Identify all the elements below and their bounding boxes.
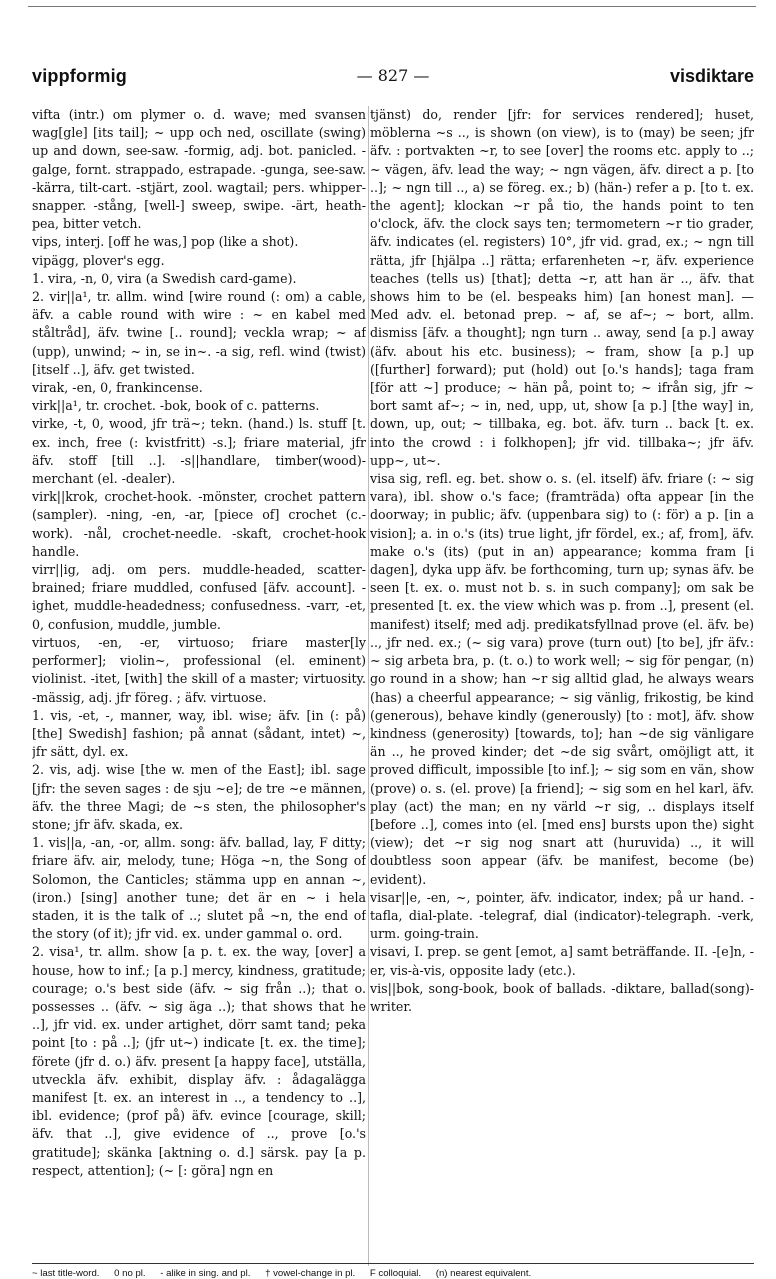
entry: tjänst) do, render [jfr: for services rendered]; huset, möblerna ~s .., is shown (on view), is to (may) be seen; jfr äfv. : portvakten ~r, to see [over] the rooms etc. apply to ..; ~ vägen, äfv. lead the way; ~ ngn vägen, äfv. direct a p. [to ..]; ~ ngn till .., a) se föreg. ex.; b) (hän-) refer a p. [to t. ex. the agent]; klockan ~r på tio, the hands point to ten o'clock, äfv. the clock says ten; termometern ~r tio grader, äfv. indicates (el. registers) 10°, jfr vid. grad, ex.; ~ ngn till rätta, jfr [hjälpa ..] rätta; erfarenheten ~r, äfv. experience teaches (tells us) [that]; detta ~r, att han är .., äfv. that shows him to be (el. bespeaks him) [an honest man]. — Med adv. el. betonad prep. ~ af, se af~; ~ bort, allm. dismiss [äfv. a thought]; ngn turn .. away, send [a p.] away (äfv. about his etc. business); ~ fram, show [a p.] up ([further] forward); put (hold) out [o.'s hands]; taga fram [för att ~] produce; ~ hän på, point to; ~ ifrån sig, jfr ~ bort samt af~; ~ in, ned, upp, ut, show [a p.] [the way] in, down, up, out; ~ tillbaka, eg. bot. äfv. turn .. back [t. ex. into the crowd : i folkhopen]; jfr vid. tillbaka~; jfr äfv. upp~, ut~. (370, 107, 754, 468)
left-guide-word: vippformig (32, 66, 127, 86)
legend-item: ~ last title-word. (32, 1268, 100, 1279)
legend-item: 0 no pl. (114, 1268, 146, 1279)
entry: virk||a¹, tr. crochet. -bok, book of c. patterns. (32, 398, 320, 414)
left-column (32, 106, 366, 1271)
entry: 1. vis||a, -an, -or, allm. song: äfv. ballad, lay, F ditty; friare äfv. air, melody, tune; Höga ~n, the Song of Solomon, the Canticles; stämma upp en annan ~, (iron.) [sing] another tune; det är en ~ i hela staden, it is the talk of ..; slutet på ~n, the end of the story (of it); jfr vid. ex. under gammal o. ord. (32, 835, 366, 942)
entry: 2. vir||a¹, tr. allm. wind [wire round (: om) a cable, äfv. a cable round with wire : ~ en kabel med ståltråd], äfv. twine [.. round]; veckla wrap; ~ af (upp), unwind; ~ in, se in~. -a sig, refl. wind (twist)[itself ..], äfv. get twisted. (32, 289, 366, 377)
page-number: — 827 — (356, 66, 430, 85)
entry: visavi, I. prep. se gent [emot, a] samt beträffande. II. -[e]n, -er, vis-à-vis, opposite lady (etc.). (370, 944, 754, 978)
legend-item: - alike in sing. and pl. (160, 1268, 251, 1279)
entry: 1. vis, -et, -, manner, way, ibl. wise; äfv. [in (: på) [the] Swedish] fashion; på annat (sådant, intet) ~, jfr sätt, dyl. ex. (32, 707, 366, 760)
top-rule (28, 6, 756, 7)
footer-rule (32, 1263, 754, 1264)
entry: virr||ig, adj. om pers. muddle-headed, scatter-brained; friare muddled, confused [äfv. account]. -ighet, muddle-headedness; confusedness. -varr, -et, 0, confusion, muddle, jumble. (32, 562, 366, 632)
entry: vipägg, plover's egg. (32, 252, 165, 268)
entry: visa sig, refl. eg. bet. show o. s. (el. itself) äfv. friare (: ~ sig vara), ibl. show o.'s face; (framträda) ofta appear [in the doorway; in public; äfv. (uppenbara sig) to (: för) a p. [in a vision]; a. in o.'s (its) true light, jfr fördel, ex.; af, from], äfv. make o.'s (its) (put in an) appearance; komma fram [i dagen], dyka upp äfv. be forthcoming, turn up; synas äfv. be seen [t. ex. o. must not b. s. in such company]; om sak be presented [t. ex. the view which was p. from ..], present (el. manifest) itself; med adj. predikatsfyllnad prove (el. äfv. be) .., jfr ned. ex.; (~ sig vara) prove (turn out) [to be], jfr äfv.: ~ sig arbeta bra, p. (t. o.) to work well; ~ sig för pengar, (n) go round in a show; han ~r sig alltid glad, he always wears (has) a cheerful appearance; ~ sig vänlig, frikostig, be kind (generous), behave kindly (generously) [to : mot], äfv. show kindness (generosity) [towards, to]; han ~de sig vänligare än .., he proved kinder; det ~de sig svårt, omöjligt att, it proved difficult, impossible [to inf.]; ~ sig som en vän, show (prove) o. s. (el. prove) [a friend]; ~ sig som en hel karl, äfv. play (act) the man; en ny värld ~r sig, .. displays itself [before ..], comes into (el. [med ens] bursts upon the) sight (view); det ~r sig nog snart att (huruvida) .., it will doubtless soon appear (äfv. be manifest, become (be) evident). (370, 471, 754, 887)
entry: virtuos, -en, -er, virtuoso; friare master[ly performer]; violin~, professional (el. eminent) violinist. -itet, [with] the skill of a master; virtuosity. -mässig, adj. jfr föreg. ; äfv. virtuose. (32, 634, 366, 705)
entry: virak, -en, 0, frankincense. (32, 380, 203, 396)
legend-item: F colloquial. (369, 1268, 422, 1279)
right-column (370, 106, 754, 1271)
entry: 2. vis, adj. wise [the w. men of the East]; ibl. sage [jfr: the seven sages : de sju ~e]; de tre ~e männen, äfv. the three Magi; de ~s sten, the philosopher's stone; jfr äfv. skada, ex. (32, 762, 366, 832)
page-header (32, 66, 754, 92)
entry: 2. visa¹, tr. allm. show [a p. t. ex. the way, [over] a house, how to inf.; [a p.] mercy, kindness, gratitude; courage; o.'s best side (äfv. ~ sig från ..); that o. possesses .. (äfv. ~ sig äga ..); that shows that he ..], jfr vid. ex. under artighet, dörr samt tand; peka point [to : på ..]; (jfr ut~) indicate [t. ex. the time]; förete (jfr d. o.) äfv. present [a happy face], utställa, utveckla äfv. exhibit, display äfv. : ådagalägga manifest [t. ex. an interest in .., a tendency to ..], ibl. evidence; (prof på) äfv. evince [courage, skill; äfv. that ..], give evidence of .., prove [o.'s gratitude]; skänka [aktning o. d.] särsk. pay [a p. respect, attention]; (~ [: göra] ngn en (32, 944, 366, 1178)
abbreviation-legend (32, 1268, 754, 1279)
entry: 1. vira, -n, 0, vira (a Swedish card-game). (32, 270, 297, 286)
entry: vifta (intr.) om plymer o. d. wave; med svansen wag[gle] [its tail]; ~ upp och ned, oscillate (swing) up and down, see-saw. -formig, adj. bot. panicled. -galge, fornt. strappado, estrapade. -gunga, see-saw. -kärra, tilt-cart. -stjärt, zool. wagtail; pers. whipper-snapper. -stång, [well-] sweep, swipe. -ärt, heath-pea, bitter vetch. (32, 107, 366, 232)
entry: virke, -t, 0, wood, jfr trä~; tekn. (hand.) ls. stuff [t. ex. inch, free (: kvistfritt) -s.]; friare material, jfr äfv. stoff [till ..]. -s||handlare, timber(wood)-merchant (el. -dealer). (32, 416, 366, 487)
entry: vis||bok, song-book, book of ballads. -diktare, ballad(song)-writer. (370, 980, 754, 1014)
right-guide-word: visdiktare (669, 66, 754, 86)
entry: vips, interj. [off he was,] pop (like a shot). (32, 234, 299, 250)
entry: virk||krok, crochet-hook. -mönster, crochet pattern (sampler). -ning, -en, -ar, [piece of] crochet (c.-work). -nål, crochet-needle. -skaft, crochet-hook handle. (32, 489, 366, 559)
entry: visar||e, -en, ~, pointer, äfv. indicator, index; på ur hand. -tafla, dial-plate. -telegraf, dial (indicator)-telegraph. -verk, urm. going-train. (370, 889, 754, 942)
legend-item: † vowel-change in pl. (265, 1268, 356, 1279)
legend-item: (n) nearest equivalent. (435, 1268, 532, 1279)
column-divider (368, 106, 369, 1266)
